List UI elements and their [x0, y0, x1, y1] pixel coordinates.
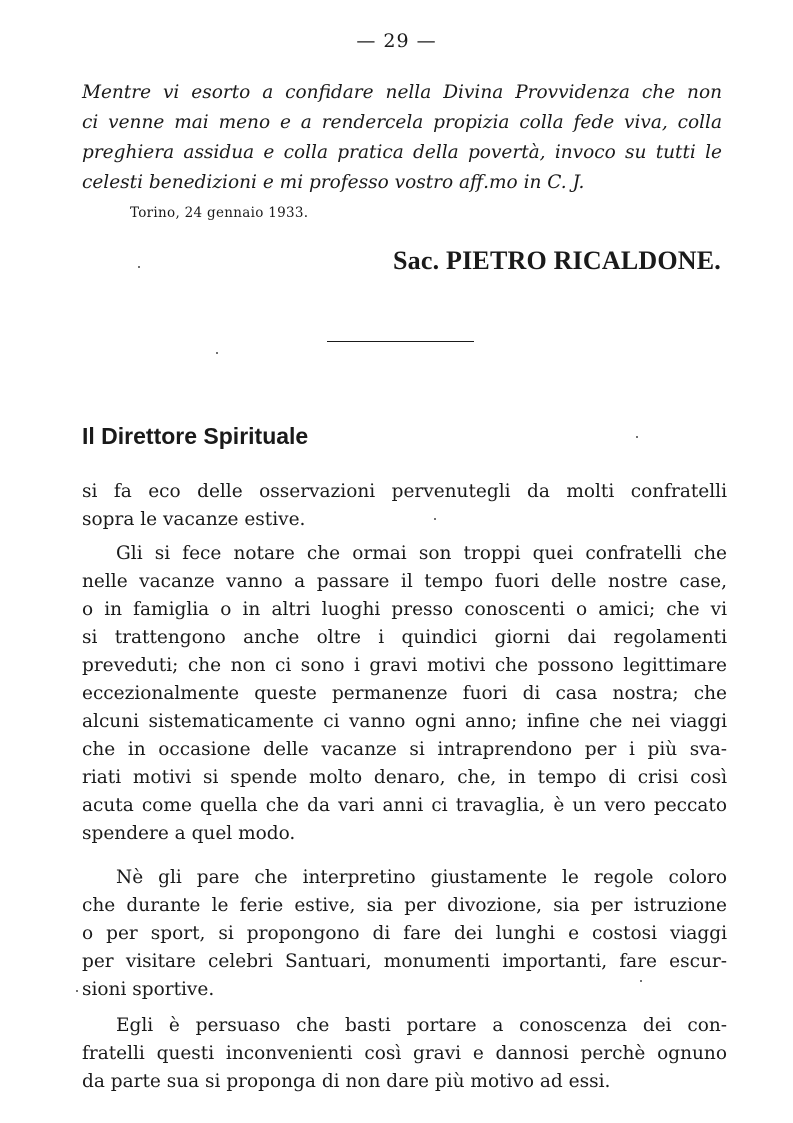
- scan-speck: [636, 436, 638, 438]
- paragraph-line: o in famiglia o in altri luoghi presso conoscenti o amici; che vi: [82, 599, 727, 620]
- closing-line: ci venne mai meno e a rendercela propizia colla fede viva, colla: [82, 112, 722, 133]
- place-date: Torino, 24 gennaio 1933.: [130, 205, 309, 221]
- paragraph-line: sioni sportive.: [82, 979, 215, 1000]
- paragraph-line: fratelli questi inconvenienti così gravi e dannosi perchè ognuno: [82, 1043, 727, 1064]
- paragraph-line: Nè gli pare che interpretino giustamente le regole coloro: [116, 867, 727, 888]
- section-heading: Il Direttore Spirituale: [82, 423, 309, 449]
- section-divider: [327, 341, 474, 342]
- signature: Sac. PIETRO RICALDONE.: [393, 246, 721, 275]
- paragraph-line: si trattengono anche oltre i quindici giorni dai regolamenti: [82, 627, 727, 648]
- closing-line: celesti benedizioni e mi professo vostro aff.mo in C. J.: [82, 172, 585, 193]
- paragraph-line: che in occasione delle vacanze si intraprendono per i più sva-: [82, 739, 727, 760]
- paragraph-line: nelle vacanze vanno a passare il tempo fuori delle nostre case,: [82, 571, 727, 592]
- paragraph-line: riati motivi si spende molto denaro, che, in tempo di crisi così: [82, 767, 727, 788]
- scan-speck: [138, 266, 140, 268]
- paragraph-line: o per sport, si propongono di fare dei lunghi e costosi viaggi: [82, 923, 727, 944]
- body-paragraph: [82, 864, 727, 1004]
- scan-speck: [216, 352, 218, 354]
- body-paragraph: [82, 1012, 727, 1096]
- scan-speck: [76, 990, 78, 992]
- page-number: — 29 —: [356, 30, 437, 52]
- scan-speck: [434, 518, 436, 520]
- paragraph-line: acuta come quella che da vari anni ci travaglia, è un vero peccato: [82, 795, 727, 816]
- paragraph-line: alcuni sistematicamente ci vanno ogni anno; infine che nei viaggi: [82, 711, 727, 732]
- paragraph-line: che durante le ferie estive, sia per divozione, sia per istruzione: [82, 895, 727, 916]
- paragraph-line: da parte sua si proponga di non dare più motivo ad essi.: [82, 1071, 611, 1092]
- paragraph-line: si fa eco delle osservazioni pervenutegli da molti confratelli: [82, 481, 727, 502]
- paragraph-line: per visitare celebri Santuari, monumenti importanti, fare escur-: [82, 951, 727, 972]
- paragraph-line: Egli è persuaso che basti portare a conoscenza dei con-: [116, 1015, 727, 1036]
- paragraph-line: eccezionalmente queste permanenze fuori di casa nostra; che: [82, 683, 727, 704]
- scan-speck: [640, 980, 642, 982]
- closing-line: Mentre vi esorto a confidare nella Divina Provvidenza che non: [82, 82, 722, 103]
- body-paragraph: [82, 478, 727, 534]
- closing-line: preghiera assidua e colla pratica della povertà, invoco su tutti le: [82, 142, 722, 163]
- paragraph-line: spendere a quel modo.: [82, 823, 296, 844]
- body-paragraph: [82, 540, 727, 848]
- paragraph-line: sopra le vacanze estive.: [82, 509, 306, 530]
- closing-paragraph: [82, 78, 722, 198]
- paragraph-line: preveduti; che non ci sono i gravi motivi che possono legittimare: [82, 655, 727, 676]
- paragraph-line: Gli si fece notare che ormai son troppi quei confratelli che: [116, 543, 727, 564]
